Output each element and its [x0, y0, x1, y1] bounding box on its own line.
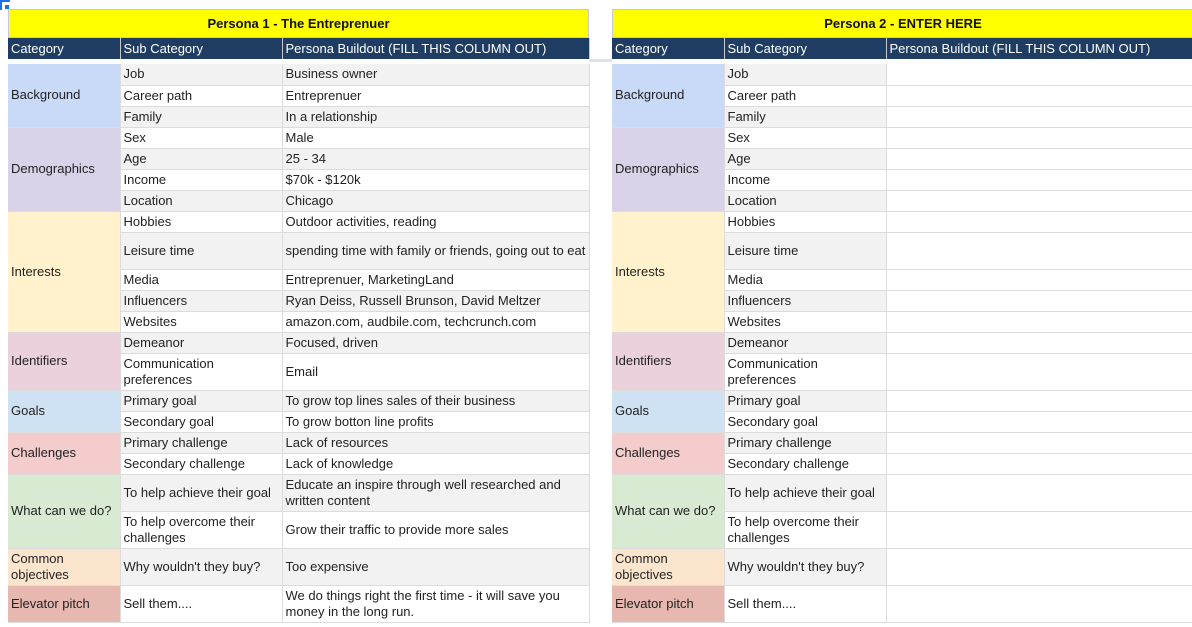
subcategory-cell-primary-goal[interactable]: Primary goal — [120, 390, 282, 411]
subcategory-cell-demeanor[interactable]: Demeanor — [120, 332, 282, 353]
buildout-cell[interactable] — [886, 232, 1192, 269]
buildout-cell[interactable] — [886, 511, 1192, 548]
column-header-category[interactable]: Category — [8, 38, 120, 59]
subcategory-cell-why-wouldn-t-they-buy[interactable]: Why wouldn't they buy? — [724, 548, 886, 585]
buildout-cell[interactable] — [886, 106, 1192, 127]
category-cell-elevator-pitch[interactable]: Elevator pitch — [8, 585, 120, 622]
category-cell-challenges[interactable]: Challenges — [8, 432, 120, 474]
column-header-buildout[interactable]: Persona Buildout (FILL THIS COLUMN OUT) — [282, 38, 589, 59]
subcategory-cell-influencers[interactable]: Influencers — [724, 290, 886, 311]
table-row — [612, 390, 1192, 411]
column-header-category[interactable]: Category — [612, 38, 724, 59]
subcategory-cell-to-help-overcome-their-challenges[interactable]: To help overcome their challenges — [724, 511, 886, 548]
column-header-buildout[interactable]: Persona Buildout (FILL THIS COLUMN OUT) — [886, 38, 1192, 59]
table-row — [8, 548, 589, 585]
buildout-cell[interactable] — [886, 332, 1192, 353]
category-cell-common-objectives[interactable]: Common objectives — [8, 548, 120, 585]
subcategory-cell-sex[interactable]: Sex — [724, 127, 886, 148]
frozen-row-divider — [589, 59, 612, 62]
category-cell-goals[interactable]: Goals — [8, 390, 120, 432]
subcategory-cell-influencers[interactable]: Influencers — [120, 290, 282, 311]
subcategory-cell-websites[interactable]: Websites — [120, 311, 282, 332]
subcategory-cell-sell-them[interactable]: Sell them.... — [724, 585, 886, 622]
category-cell-demographics[interactable]: Demographics — [612, 127, 724, 211]
category-cell-what-can-we-do[interactable]: What can we do? — [612, 474, 724, 548]
buildout-cell[interactable]: Educate an inspire through well researched and written content — [282, 474, 589, 511]
buildout-cell[interactable]: Entreprenuer — [282, 85, 589, 106]
buildout-cell[interactable] — [886, 169, 1192, 190]
table-row — [8, 585, 589, 622]
subcategory-cell-demeanor[interactable]: Demeanor — [724, 332, 886, 353]
category-cell-identifiers[interactable]: Identifiers — [612, 332, 724, 390]
buildout-cell[interactable]: Chicago — [282, 190, 589, 211]
buildout-cell[interactable] — [886, 474, 1192, 511]
buildout-cell[interactable]: We do things right the first time - it will save you money in the long run. — [282, 585, 589, 622]
subcategory-cell-leisure-time[interactable]: Leisure time — [120, 232, 282, 269]
buildout-cell[interactable]: Male — [282, 127, 589, 148]
table-row — [8, 474, 589, 511]
persona-2-title[interactable]: Persona 2 - ENTER HERE — [612, 9, 1192, 38]
buildout-cell[interactable]: Too expensive — [282, 548, 589, 585]
category-cell-elevator-pitch[interactable]: Elevator pitch — [612, 585, 724, 622]
buildout-cell[interactable]: Grow their traffic to provide more sales — [282, 511, 589, 548]
subcategory-cell-media[interactable]: Media — [120, 269, 282, 290]
table-row — [8, 64, 589, 85]
column-header-sub-category[interactable]: Sub Category — [120, 38, 282, 59]
buildout-cell[interactable] — [886, 85, 1192, 106]
subcategory-cell-why-wouldn-t-they-buy[interactable]: Why wouldn't they buy? — [120, 548, 282, 585]
buildout-cell[interactable] — [886, 311, 1192, 332]
table-row — [612, 585, 1192, 622]
persona-2-body — [612, 38, 1192, 622]
table-row — [612, 432, 1192, 453]
table-row — [8, 127, 589, 148]
buildout-cell[interactable]: Focused, driven — [282, 332, 589, 353]
buildout-cell[interactable]: Lack of resources — [282, 432, 589, 453]
subcategory-cell-job[interactable]: Job — [120, 64, 282, 85]
persona-2-table — [612, 38, 1192, 623]
category-cell-interests[interactable]: Interests — [8, 211, 120, 332]
persona-1-body — [8, 38, 589, 622]
buildout-cell[interactable] — [886, 127, 1192, 148]
subcategory-cell-secondary-challenge[interactable]: Secondary challenge — [120, 453, 282, 474]
buildout-cell[interactable] — [886, 353, 1192, 390]
buildout-cell[interactable]: 25 - 34 — [282, 148, 589, 169]
subcategory-cell-hobbies[interactable]: Hobbies — [120, 211, 282, 232]
subcategory-cell-secondary-challenge[interactable]: Secondary challenge — [724, 453, 886, 474]
subcategory-cell-secondary-goal[interactable]: Secondary goal — [724, 411, 886, 432]
buildout-cell[interactable] — [886, 548, 1192, 585]
buildout-cell[interactable] — [886, 190, 1192, 211]
category-cell-goals[interactable]: Goals — [612, 390, 724, 432]
category-cell-common-objectives[interactable]: Common objectives — [612, 548, 724, 585]
table-row — [612, 474, 1192, 511]
subcategory-cell-income[interactable]: Income — [120, 169, 282, 190]
category-cell-interests[interactable]: Interests — [612, 211, 724, 332]
buildout-cell[interactable] — [886, 390, 1192, 411]
subcategory-cell-age[interactable]: Age — [724, 148, 886, 169]
subcategory-cell-career-path[interactable]: Career path — [120, 85, 282, 106]
subcategory-cell-to-help-overcome-their-challenges[interactable]: To help overcome their challenges — [120, 511, 282, 548]
subcategory-cell-sell-them[interactable]: Sell them.... — [120, 585, 282, 622]
buildout-cell[interactable]: Lack of knowledge — [282, 453, 589, 474]
table-row — [612, 548, 1192, 585]
subcategory-cell-family[interactable]: Family — [724, 106, 886, 127]
buildout-cell[interactable]: amazon.com, audbile.com, techcrunch.com — [282, 311, 589, 332]
header-row — [8, 38, 589, 59]
buildout-cell[interactable]: $70k - $120k — [282, 169, 589, 190]
subcategory-cell-communication-preferences[interactable]: Communication preferences — [724, 353, 886, 390]
subcategory-cell-to-help-achieve-their-goal[interactable]: To help achieve their goal — [724, 474, 886, 511]
table-row — [612, 127, 1192, 148]
buildout-cell[interactable] — [886, 148, 1192, 169]
subcategory-cell-career-path[interactable]: Career path — [724, 85, 886, 106]
subcategory-cell-sex[interactable]: Sex — [120, 127, 282, 148]
buildout-cell[interactable]: Business owner — [282, 64, 589, 85]
category-cell-what-can-we-do[interactable]: What can we do? — [8, 474, 120, 548]
buildout-cell[interactable] — [886, 211, 1192, 232]
persona-1-table — [8, 38, 590, 623]
subcategory-cell-leisure-time[interactable]: Leisure time — [724, 232, 886, 269]
subcategory-cell-family[interactable]: Family — [120, 106, 282, 127]
subcategory-cell-primary-challenge[interactable]: Primary challenge — [724, 432, 886, 453]
persona-1-panel — [8, 9, 589, 623]
subcategory-cell-primary-challenge[interactable]: Primary challenge — [120, 432, 282, 453]
category-cell-demographics[interactable]: Demographics — [8, 127, 120, 211]
buildout-cell[interactable] — [886, 269, 1192, 290]
subcategory-cell-websites[interactable]: Websites — [724, 311, 886, 332]
subcategory-cell-age[interactable]: Age — [120, 148, 282, 169]
buildout-cell[interactable]: Email — [282, 353, 589, 390]
buildout-cell[interactable]: Entreprenuer, MarketingLand — [282, 269, 589, 290]
subcategory-cell-communication-preferences[interactable]: Communication preferences — [120, 353, 282, 390]
subcategory-cell-job[interactable]: Job — [724, 64, 886, 85]
persona-1-title[interactable]: Persona 1 - The Entreprenuer — [8, 9, 589, 38]
table-row — [8, 211, 589, 232]
subcategory-cell-location[interactable]: Location — [724, 190, 886, 211]
table-row — [8, 432, 589, 453]
category-cell-background[interactable]: Background — [612, 64, 724, 127]
subcategory-cell-media[interactable]: Media — [724, 269, 886, 290]
column-header-sub-category[interactable]: Sub Category — [724, 38, 886, 59]
buildout-cell[interactable] — [886, 411, 1192, 432]
category-cell-background[interactable]: Background — [8, 64, 120, 127]
subcategory-cell-secondary-goal[interactable]: Secondary goal — [120, 411, 282, 432]
table-row — [8, 390, 589, 411]
buildout-cell[interactable]: Ryan Deiss, Russell Brunson, David Meltzer — [282, 290, 589, 311]
subcategory-cell-location[interactable]: Location — [120, 190, 282, 211]
subcategory-cell-income[interactable]: Income — [724, 169, 886, 190]
table-row — [612, 64, 1192, 85]
table-row — [612, 332, 1192, 353]
buildout-cell[interactable]: To grow top lines sales of their business — [282, 390, 589, 411]
persona-2-panel — [612, 9, 1192, 623]
header-row — [612, 38, 1192, 59]
buildout-cell[interactable] — [886, 453, 1192, 474]
buildout-cell[interactable] — [886, 64, 1192, 85]
table-row — [8, 332, 589, 353]
subcategory-cell-to-help-achieve-their-goal[interactable]: To help achieve their goal — [120, 474, 282, 511]
buildout-cell[interactable] — [886, 585, 1192, 622]
buildout-cell[interactable]: In a relationship — [282, 106, 589, 127]
buildout-cell[interactable]: spending time with family or friends, going out to eat — [282, 232, 589, 269]
buildout-cell[interactable]: Outdoor activities, reading — [282, 211, 589, 232]
category-cell-challenges[interactable]: Challenges — [612, 432, 724, 474]
buildout-cell[interactable] — [886, 432, 1192, 453]
table-row — [612, 211, 1192, 232]
buildout-cell[interactable]: To grow botton line profits — [282, 411, 589, 432]
category-cell-identifiers[interactable]: Identifiers — [8, 332, 120, 390]
subcategory-cell-primary-goal[interactable]: Primary goal — [724, 390, 886, 411]
buildout-cell[interactable] — [886, 290, 1192, 311]
subcategory-cell-hobbies[interactable]: Hobbies — [724, 211, 886, 232]
